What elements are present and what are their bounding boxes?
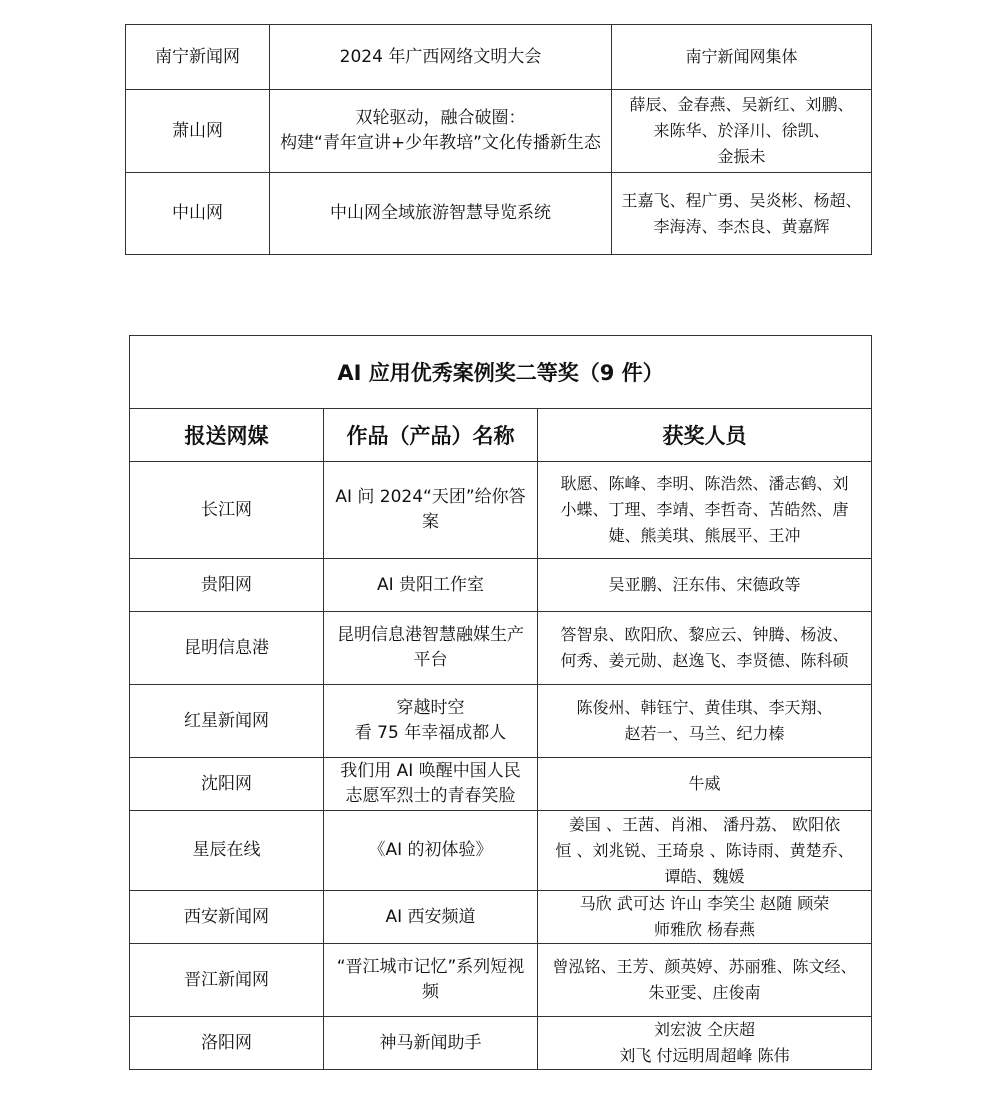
people-line: 吴亚鹏、汪东伟、宋德政等 — [608, 575, 801, 594]
ai-application-second-prize-table — [129, 335, 872, 1070]
cell-work — [324, 612, 538, 685]
work-line: 神马新闻助手 — [379, 1032, 482, 1053]
cell-work — [324, 811, 538, 891]
table-title-row — [130, 336, 872, 409]
cell-work — [324, 891, 538, 944]
cell-work — [270, 173, 612, 255]
cell-people — [612, 173, 872, 255]
people-line: 薛辰、金春燕、吴新红、刘鹏、 — [629, 95, 854, 114]
cell-work — [270, 25, 612, 90]
cell-work — [324, 758, 538, 811]
work-line: 频 — [422, 982, 439, 1002]
table-row — [130, 891, 872, 944]
award-list-table-top — [125, 24, 872, 255]
people-line: 李海涛、李杰良、黄嘉辉 — [653, 216, 830, 236]
work-line: 平台 — [413, 650, 448, 670]
table-row — [126, 90, 872, 173]
cell-people — [612, 25, 872, 90]
people-line: 刘宏波 仝庆超 — [653, 1020, 756, 1039]
people-line: 师雅欣 杨春燕 — [653, 920, 756, 939]
people-line: 何秀、姜元勋、赵逸飞、李贤德、陈科硕 — [560, 651, 849, 670]
header-media: 报送网媒 — [130, 409, 324, 462]
people-line: 南宁新闻网集体 — [685, 47, 798, 66]
cell-work — [324, 1017, 538, 1070]
people-line: 陈俊州、韩钰宁、黄佳琪、李天翔、 — [576, 698, 833, 717]
people-line: 来陈华、於泽川、徐凯、 — [653, 121, 830, 140]
people-line: 恒 、刘兆锐、王琦泉 、陈诗雨、黄楚乔、 — [555, 840, 854, 860]
cell-media: 中山网 — [126, 173, 270, 255]
cell-people — [538, 1017, 872, 1070]
cell-media: 西安新闻网 — [130, 891, 324, 944]
cell-media: 沈阳网 — [130, 758, 324, 811]
cell-media: 星辰在线 — [130, 811, 324, 891]
people-line: 答智泉、欧阳欣、黎应云、钟腾、杨波、 — [560, 625, 849, 644]
cell-people — [538, 758, 872, 811]
cell-work — [324, 944, 538, 1017]
work-line: 中山网全域旅游智慧导览系统 — [330, 203, 551, 223]
cell-media: 贵阳网 — [130, 559, 324, 612]
table-row — [130, 559, 872, 612]
table-row — [126, 173, 872, 255]
cell-people — [538, 811, 872, 891]
table-title: AI 应用优秀案例奖二等奖（9 件） — [130, 336, 872, 409]
cell-people — [538, 559, 872, 612]
cell-people — [538, 612, 872, 685]
work-line: 看 75 年幸福成都人 — [354, 723, 507, 743]
work-line: 穿越时空 — [396, 698, 465, 718]
table-row — [130, 462, 872, 559]
people-line: 马欣 武可达 许山 李笑尘 赵随 顾荣 — [579, 894, 830, 913]
cell-media: 南宁新闻网 — [126, 25, 270, 90]
people-line: 牛威 — [688, 774, 721, 793]
people-line: 朱亚雯、庄俊南 — [648, 983, 761, 1002]
table-row — [130, 758, 872, 811]
cell-media: 晋江新闻网 — [130, 944, 324, 1017]
cell-people — [538, 891, 872, 944]
work-line: AI 问 2024“天团”给你答案 — [335, 487, 526, 532]
cell-media: 萧山网 — [126, 90, 270, 173]
table-row — [126, 25, 872, 90]
work-line: AI 贵阳工作室 — [376, 574, 485, 595]
work-line: 昆明信息港智慧融媒生产 — [337, 625, 524, 645]
people-line: 谭皓、魏媛 — [664, 866, 745, 886]
cell-work — [324, 559, 538, 612]
work-line: 双轮驱动，融合破圈： — [355, 108, 526, 128]
cell-media: 长江网 — [130, 462, 324, 559]
cell-people — [538, 462, 872, 559]
table-row — [130, 1017, 872, 1070]
cell-media: 洛阳网 — [130, 1017, 324, 1070]
ai-application-second-prize-body — [130, 462, 872, 1070]
people-line: 赵若一、马兰、纪力榛 — [624, 724, 785, 743]
header-people: 获奖人员 — [538, 409, 872, 462]
table-row — [130, 811, 872, 891]
table-row — [130, 944, 872, 1017]
people-line: 曾泓铭、王芳、颜英婷、苏丽雅、陈文经、 — [552, 957, 857, 976]
work-line: 《AI 的初体验》 — [368, 840, 493, 860]
cell-media: 红星新闻网 — [130, 685, 324, 758]
people-line: 刘飞 付远明周超峰 陈伟 — [619, 1046, 790, 1065]
work-line: AI 西安频道 — [385, 906, 476, 927]
cell-people — [538, 944, 872, 1017]
table-row — [130, 685, 872, 758]
work-line: 2024 年广西网络文明大会 — [339, 46, 542, 67]
table-row — [130, 612, 872, 685]
work-line: 志愿军烈士的青春笑脸 — [345, 786, 516, 806]
people-line: 小蝶、丁理、李靖、李哲奇、苫皓然、唐 — [560, 500, 849, 519]
people-line: 王嘉飞、程广勇、吴炎彬、杨超、 — [621, 190, 862, 210]
people-line: 姜国 、王茜、肖湘、 潘丹荔、 欧阳依 — [568, 814, 841, 834]
work-line: “晋江城市记忆”系列短视 — [336, 957, 525, 977]
people-line: 金振未 — [717, 147, 766, 166]
work-line: 构建“青年宣讲+少年教培”文化传播新生态 — [280, 133, 601, 153]
table-header-row — [130, 409, 872, 462]
cell-work — [270, 90, 612, 173]
cell-people — [612, 90, 872, 173]
cell-work — [324, 462, 538, 559]
cell-people — [538, 685, 872, 758]
people-line: 耿愿、陈峰、李明、陈浩然、潘志鹤、刘 — [560, 474, 849, 493]
cell-work — [324, 685, 538, 758]
work-line: 我们用 AI 唤醒中国人民 — [340, 761, 521, 781]
people-line: 婕、熊美琪、熊展平、王冲 — [608, 526, 801, 545]
award-list-table-top-body — [126, 25, 872, 255]
header-work: 作品（产品）名称 — [324, 409, 538, 462]
cell-media: 昆明信息港 — [130, 612, 324, 685]
